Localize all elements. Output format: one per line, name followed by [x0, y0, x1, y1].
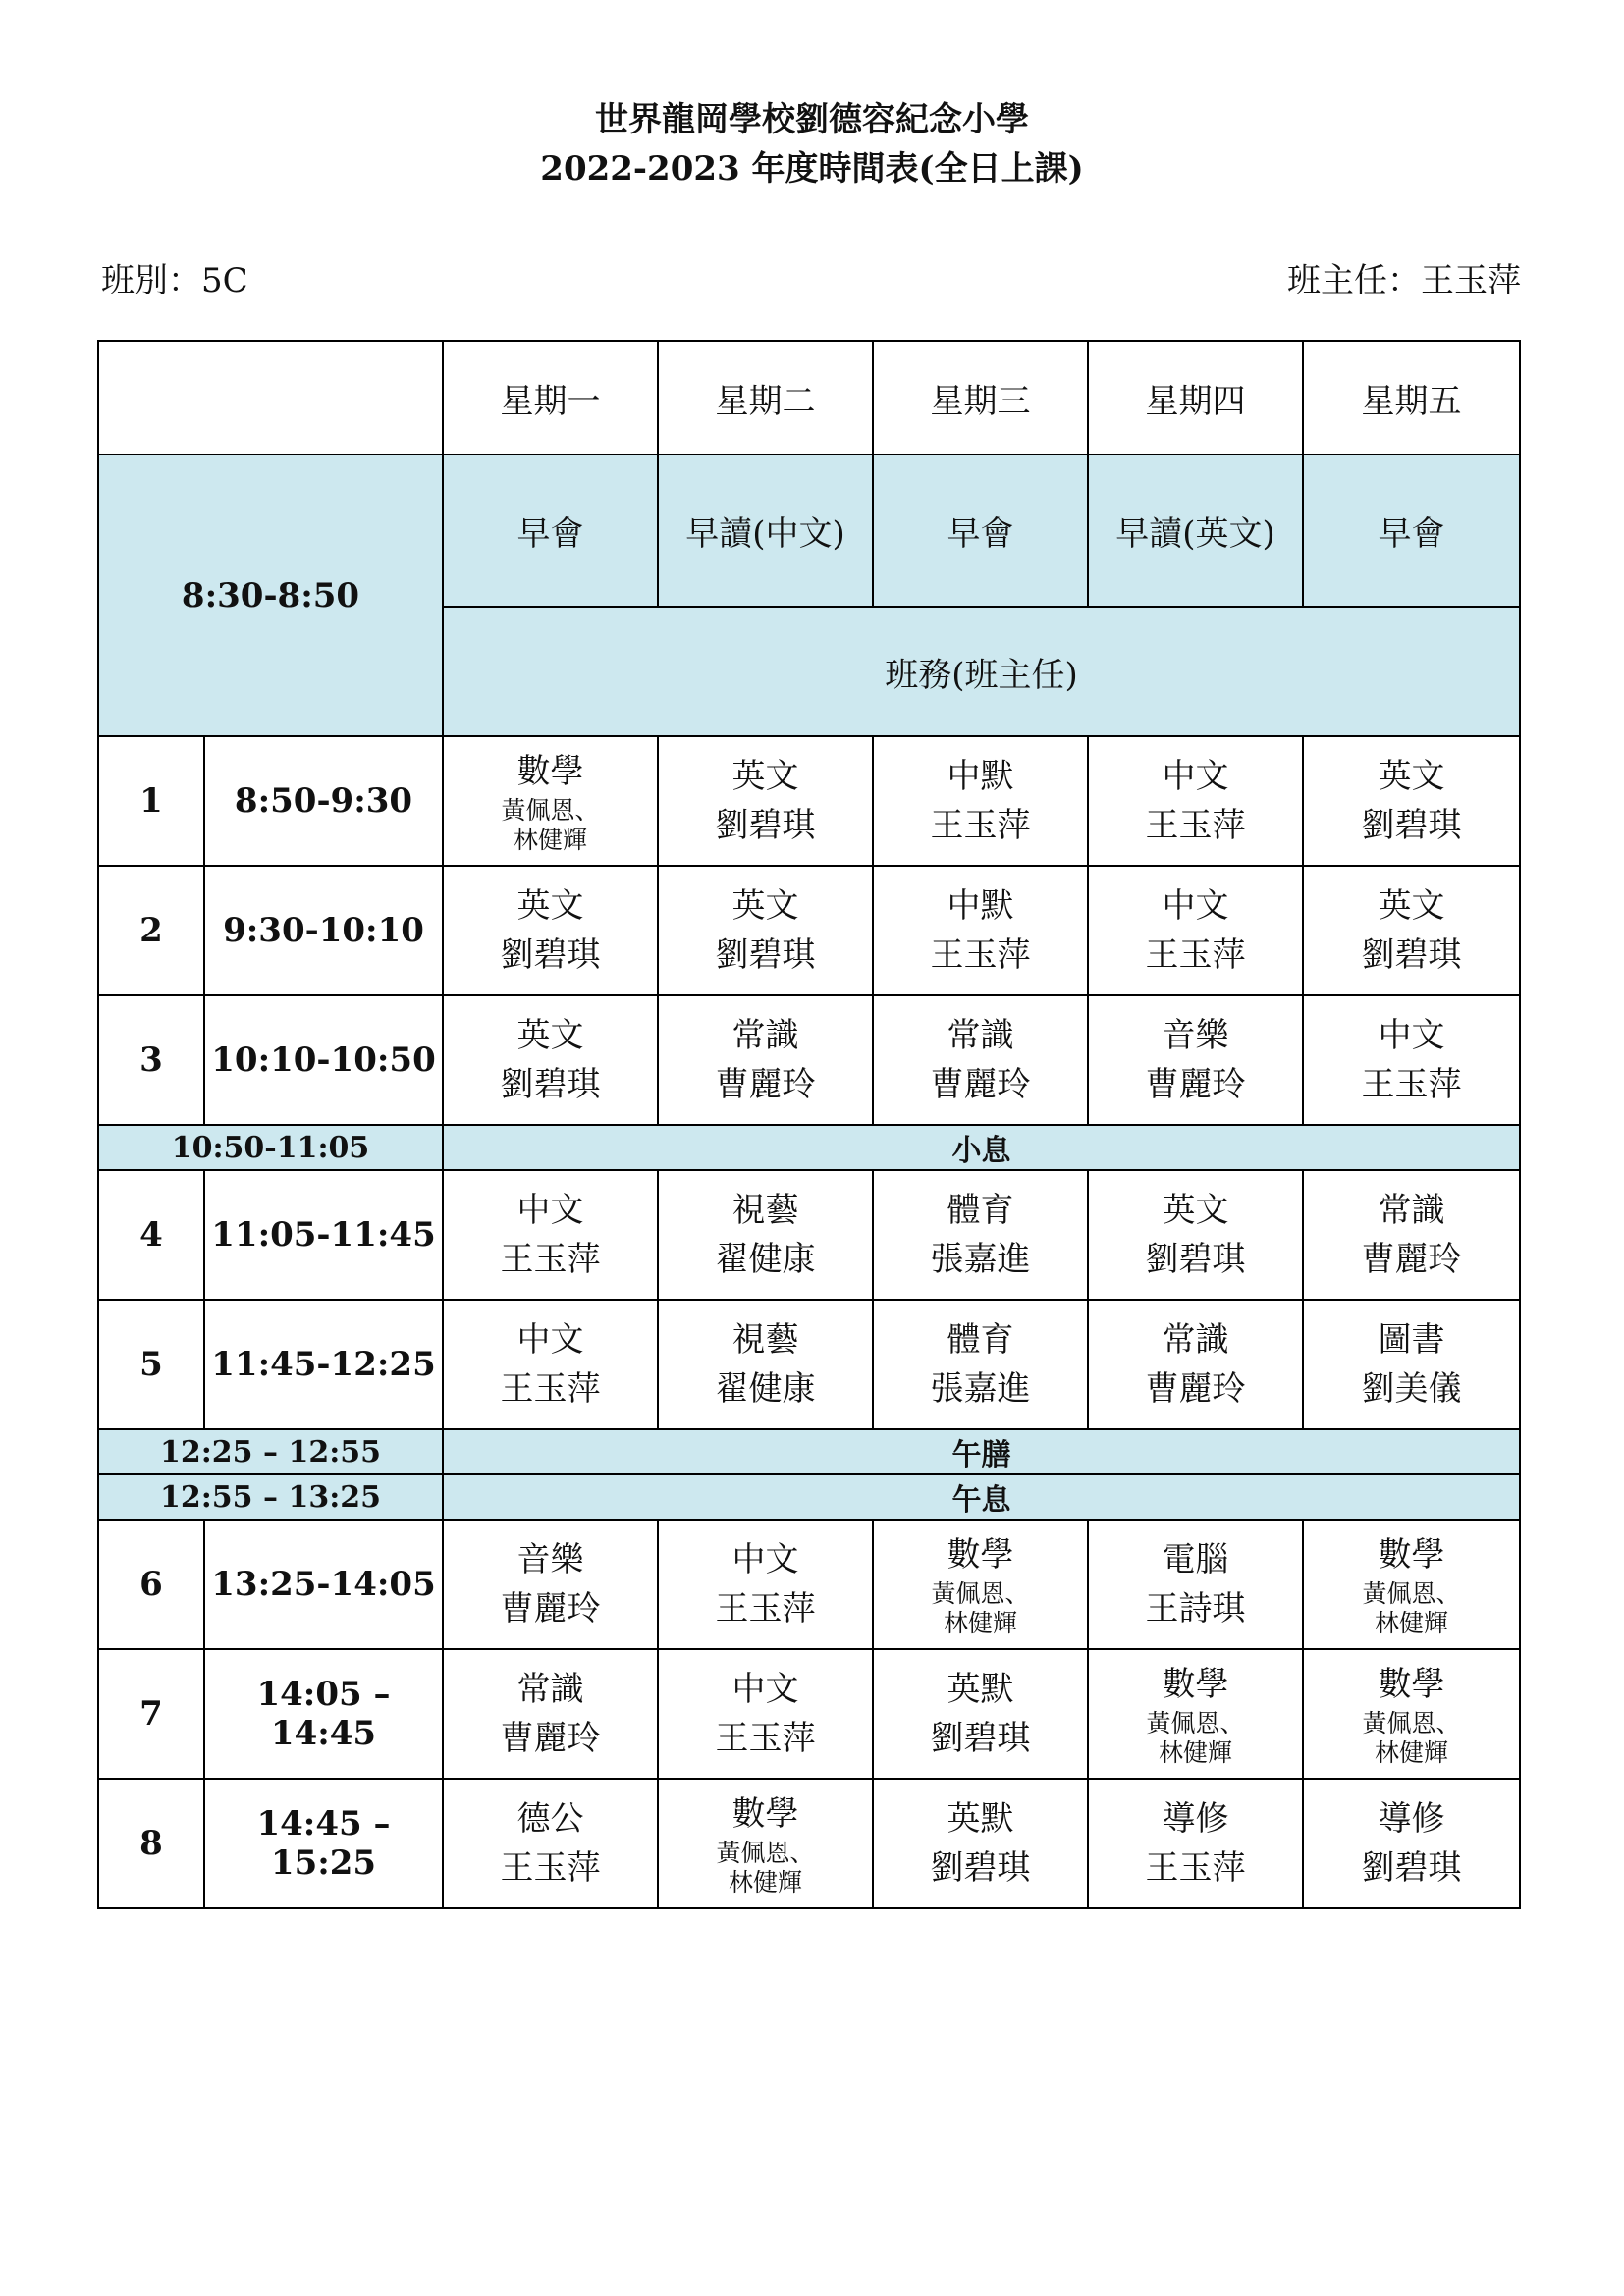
subject-name: 常識: [516, 1670, 584, 1709]
subject-name: 中默: [947, 886, 1014, 926]
teacher-name: 林健輝: [1374, 1609, 1448, 1637]
teacher-name: 王玉萍: [715, 1719, 816, 1758]
subject-name: 常識: [1162, 1320, 1229, 1360]
period-number: 8: [98, 1779, 204, 1908]
subject-name: 英文: [1378, 886, 1445, 926]
lunch-label: 午膳: [443, 1429, 1520, 1474]
subject-name: 視藝: [731, 1191, 799, 1230]
lesson-cell: [443, 1300, 658, 1429]
teacher-name: 劉碧琪: [1145, 1240, 1246, 1279]
teacher-name: 曹麗玲: [1145, 1369, 1246, 1409]
teacher-name: 王詩琪: [1145, 1589, 1246, 1629]
lesson-cell: [1303, 866, 1520, 995]
lesson-cell: [443, 736, 658, 866]
subject-name: 體育: [947, 1320, 1014, 1360]
teacher-name: 劉碧琪: [715, 806, 816, 845]
period-time: 14:45 – 15:25: [204, 1779, 443, 1908]
teacher-name: 林健輝: [1158, 1738, 1232, 1767]
period-number: 2: [98, 866, 204, 995]
subject-name: 導修: [1162, 1799, 1229, 1839]
subject-name: 英默: [947, 1799, 1014, 1839]
lesson-cell: [1088, 736, 1303, 866]
subject-name: 數學: [516, 752, 584, 791]
teacher-name: 張嘉進: [930, 1240, 1031, 1279]
teacher-name: 黃佩恩、: [931, 1579, 1030, 1608]
period-row: [98, 1649, 1520, 1779]
lesson-cell: [658, 995, 873, 1125]
morning-activity: 早會: [873, 454, 1088, 607]
subject-name: 數學: [1162, 1665, 1229, 1704]
corner-cell: [98, 341, 443, 454]
lesson-cell: [658, 736, 873, 866]
subject-name: 德公: [516, 1799, 584, 1839]
lesson-cell: [873, 995, 1088, 1125]
timetable-title: 2022-2023 年度時間表(全日上課): [540, 149, 1084, 188]
period-time: 11:05-11:45: [204, 1170, 443, 1300]
lesson-cell: [443, 1649, 658, 1779]
period-time: 11:45-12:25: [204, 1300, 443, 1429]
period-time: 14:05 – 14:45: [204, 1649, 443, 1779]
period-row: [98, 995, 1520, 1125]
lesson-cell: [443, 1170, 658, 1300]
morning-activity: 早會: [443, 454, 658, 607]
teacher-name: 曹麗玲: [500, 1719, 601, 1758]
class-teacher-label: 班主任：王玉萍: [1287, 261, 1521, 300]
teacher-name: 黃佩恩、: [1362, 1709, 1461, 1737]
lesson-cell: [1303, 1649, 1520, 1779]
teacher-name: 王玉萍: [500, 1848, 601, 1888]
lesson-cell: [1303, 995, 1520, 1125]
period-row: [98, 1520, 1520, 1649]
rest-row: [98, 1474, 1520, 1520]
subject-name: 英文: [516, 886, 584, 926]
subject-name: 音樂: [516, 1540, 584, 1579]
lesson-cell: [658, 1520, 873, 1649]
period-row: [98, 1779, 1520, 1908]
subject-name: 數學: [731, 1794, 799, 1834]
class-label: 班別：5C: [101, 261, 248, 300]
teacher-name: 劉碧琪: [930, 1848, 1031, 1888]
teacher-name: 曹麗玲: [1145, 1065, 1246, 1104]
lesson-cell: [873, 736, 1088, 866]
teacher-name: 劉碧琪: [715, 935, 816, 975]
subject-name: 音樂: [1162, 1016, 1229, 1055]
subject-name: 視藝: [731, 1320, 799, 1360]
subject-name: 圖書: [1378, 1320, 1445, 1360]
lesson-cell: [1088, 1520, 1303, 1649]
morning-row: [98, 454, 1520, 607]
teacher-name: 黃佩恩、: [716, 1839, 815, 1867]
lesson-cell: [873, 1300, 1088, 1429]
teacher-name: 劉美儀: [1361, 1369, 1462, 1409]
timetable: [97, 340, 1521, 1909]
period-time: 9:30-10:10: [204, 866, 443, 995]
teacher-name: 林健輝: [513, 826, 587, 854]
period-row: [98, 736, 1520, 866]
teacher-name: 翟健康: [715, 1240, 816, 1279]
subject-name: 英文: [516, 1016, 584, 1055]
subject-name: 數學: [1378, 1535, 1445, 1575]
lesson-cell: [873, 1779, 1088, 1908]
teacher-name: 王玉萍: [930, 806, 1031, 845]
lesson-cell: [1088, 866, 1303, 995]
teacher-name: 王玉萍: [1145, 935, 1246, 975]
lesson-cell: [873, 1170, 1088, 1300]
lunch-time: 12:25 – 12:55: [98, 1429, 443, 1474]
period-time: 8:50-9:30: [204, 736, 443, 866]
teacher-name: 張嘉進: [930, 1369, 1031, 1409]
period-number: 4: [98, 1170, 204, 1300]
lesson-cell: [1303, 1300, 1520, 1429]
lesson-cell: [1088, 1170, 1303, 1300]
subject-name: 常識: [731, 1016, 799, 1055]
recess-label: 小息: [443, 1125, 1520, 1170]
lesson-cell: [443, 1520, 658, 1649]
lesson-cell: [1303, 736, 1520, 866]
teacher-name: 王玉萍: [715, 1589, 816, 1629]
lesson-cell: [1088, 1779, 1303, 1908]
lesson-cell: [873, 866, 1088, 995]
subject-name: 英文: [731, 757, 799, 796]
subject-name: 導修: [1378, 1799, 1445, 1839]
teacher-name: 黃佩恩、: [501, 796, 600, 825]
teacher-name: 曹麗玲: [1361, 1240, 1462, 1279]
teacher-name: 王玉萍: [500, 1369, 601, 1409]
class-affairs: 班務(班主任): [443, 607, 1520, 736]
subject-name: 電腦: [1162, 1540, 1229, 1579]
subject-name: 常識: [947, 1016, 1014, 1055]
subject-name: 數學: [947, 1535, 1014, 1575]
rest-label: 午息: [443, 1474, 1520, 1520]
lesson-cell: [658, 866, 873, 995]
teacher-name: 林健輝: [1374, 1738, 1448, 1767]
day-header-row: [98, 341, 1520, 454]
teacher-name: 黃佩恩、: [1146, 1709, 1245, 1737]
subject-name: 中文: [731, 1670, 799, 1709]
subject-name: 中默: [947, 757, 1014, 796]
recess-time: 10:50-11:05: [98, 1125, 443, 1170]
teacher-name: 王玉萍: [1145, 806, 1246, 845]
morning-activity: 早會: [1303, 454, 1520, 607]
rest-time: 12:55 – 13:25: [98, 1474, 443, 1520]
subject-name: 中文: [1162, 757, 1229, 796]
lesson-cell: [1088, 1649, 1303, 1779]
teacher-name: 劉碧琪: [500, 935, 601, 975]
recess-row: [98, 1125, 1520, 1170]
teacher-name: 劉碧琪: [1361, 806, 1462, 845]
day-header: 星期五: [1303, 341, 1520, 454]
lesson-cell: [873, 1649, 1088, 1779]
day-header: 星期三: [873, 341, 1088, 454]
lunch-row: [98, 1429, 1520, 1474]
period-number: 6: [98, 1520, 204, 1649]
teacher-name: 王玉萍: [1145, 1848, 1246, 1888]
lesson-cell: [1088, 995, 1303, 1125]
lesson-cell: [1303, 1520, 1520, 1649]
period-number: 5: [98, 1300, 204, 1429]
lesson-cell: [1303, 1170, 1520, 1300]
teacher-name: 林健輝: [728, 1868, 802, 1896]
lesson-cell: [1088, 1300, 1303, 1429]
subject-name: 英文: [731, 886, 799, 926]
lesson-cell: [1303, 1779, 1520, 1908]
morning-time: 8:30-8:50: [98, 454, 443, 736]
period-number: 1: [98, 736, 204, 866]
teacher-name: 王玉萍: [500, 1240, 601, 1279]
teacher-name: 曹麗玲: [500, 1589, 601, 1629]
lesson-cell: [873, 1520, 1088, 1649]
lesson-cell: [443, 995, 658, 1125]
subject-name: 中文: [516, 1320, 584, 1360]
teacher-name: 劉碧琪: [930, 1719, 1031, 1758]
teacher-name: 劉碧琪: [1361, 935, 1462, 975]
subject-name: 中文: [1378, 1016, 1445, 1055]
subject-name: 英文: [1162, 1191, 1229, 1230]
period-time: 13:25-14:05: [204, 1520, 443, 1649]
subject-name: 體育: [947, 1191, 1014, 1230]
lesson-cell: [658, 1649, 873, 1779]
lesson-cell: [658, 1779, 873, 1908]
period-number: 3: [98, 995, 204, 1125]
lesson-cell: [443, 866, 658, 995]
teacher-name: 劉碧琪: [500, 1065, 601, 1104]
morning-activity: 早讀(中文): [658, 454, 873, 607]
period-row: [98, 866, 1520, 995]
teacher-name: 劉碧琪: [1361, 1848, 1462, 1888]
subject-name: 英文: [1378, 757, 1445, 796]
period-time: 10:10-10:50: [204, 995, 443, 1125]
teacher-name: 王玉萍: [930, 935, 1031, 975]
day-header: 星期一: [443, 341, 658, 454]
day-header: 星期四: [1088, 341, 1303, 454]
period-row: [98, 1300, 1520, 1429]
subject-name: 英默: [947, 1670, 1014, 1709]
teacher-name: 曹麗玲: [930, 1065, 1031, 1104]
subject-name: 中文: [1162, 886, 1229, 926]
lesson-cell: [443, 1779, 658, 1908]
day-header: 星期二: [658, 341, 873, 454]
teacher-name: 王玉萍: [1361, 1065, 1462, 1104]
lesson-cell: [658, 1170, 873, 1300]
period-row: [98, 1170, 1520, 1300]
teacher-name: 曹麗玲: [715, 1065, 816, 1104]
teacher-name: 黃佩恩、: [1362, 1579, 1461, 1608]
period-number: 7: [98, 1649, 204, 1779]
subject-name: 中文: [516, 1191, 584, 1230]
teacher-name: 林健輝: [943, 1609, 1017, 1637]
school-name: 世界龍岡學校劉德容紀念小學: [595, 100, 1029, 139]
lesson-cell: [658, 1300, 873, 1429]
morning-activity: 早讀(英文): [1088, 454, 1303, 607]
subject-name: 常識: [1378, 1191, 1445, 1230]
subject-name: 中文: [731, 1540, 799, 1579]
subject-name: 數學: [1378, 1665, 1445, 1704]
teacher-name: 翟健康: [715, 1369, 816, 1409]
